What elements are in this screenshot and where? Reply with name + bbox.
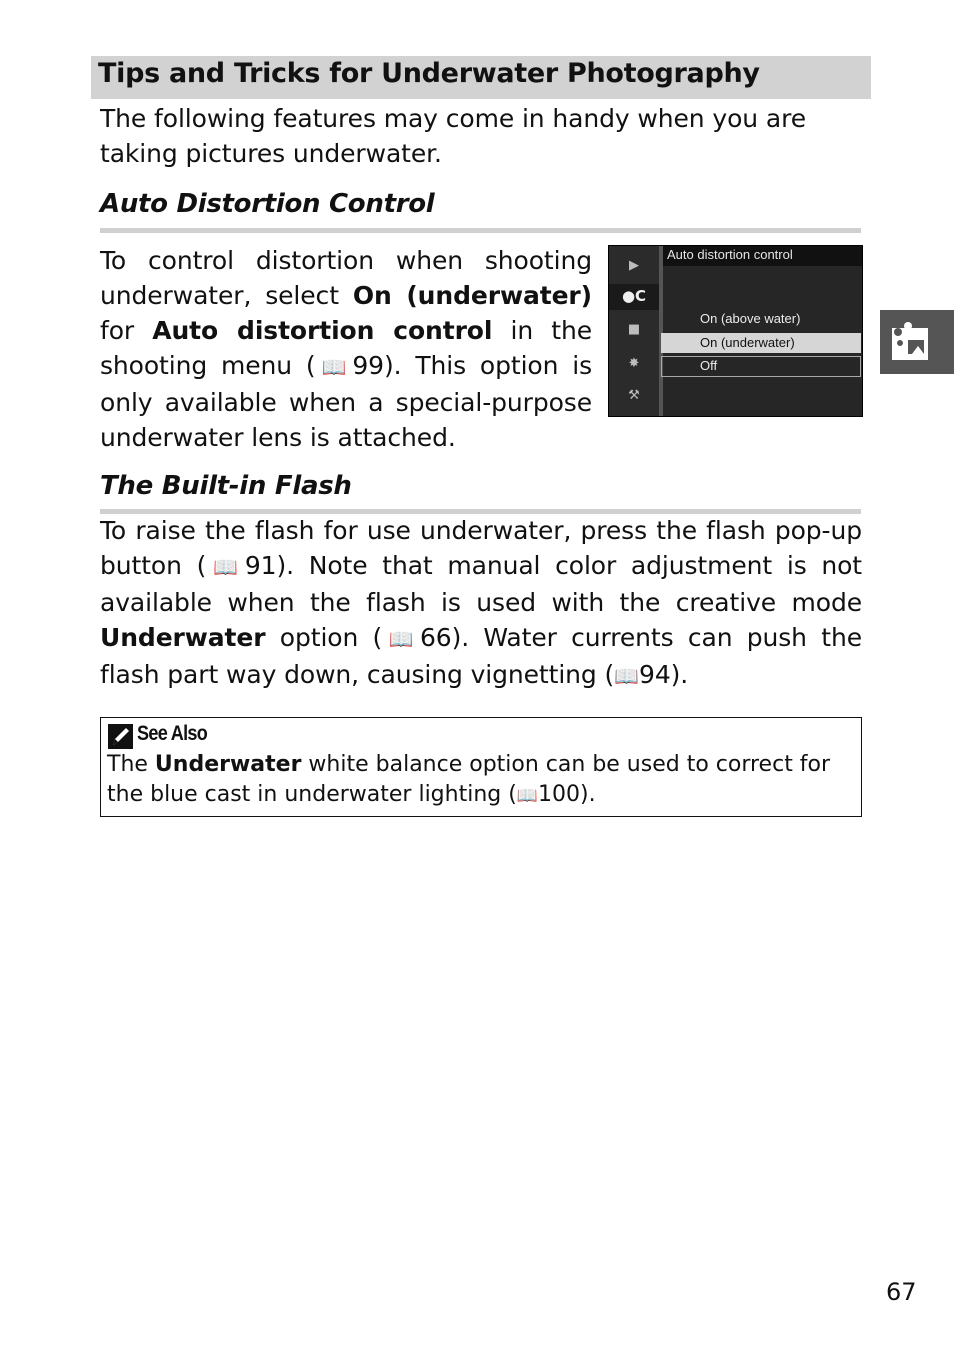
see-also-title: See Also (137, 722, 208, 745)
text-run: ). This option is only available when a special-purpose underwater lens is attached. (100, 351, 592, 452)
book-reference-icon: 📖 (516, 786, 538, 806)
text-run: ). (670, 660, 689, 689)
chapter-side-tab (880, 310, 954, 374)
bold-term: On (underwater) (352, 281, 592, 310)
section-rule (100, 228, 861, 233)
page-ref: 99 (352, 351, 384, 380)
page-ref: 94 (639, 660, 671, 689)
image-processing-icon: ✸ (628, 356, 640, 371)
shooting-menu-icon: ●C (621, 287, 647, 305)
bold-term: Auto distortion control (152, 316, 493, 345)
playback-icon: ▶ (629, 258, 639, 273)
camera-menu-screenshot (608, 245, 863, 417)
page-ref: 66 (419, 623, 452, 652)
section-heading-built-in-flash: The Built-in Flash (100, 471, 352, 501)
see-also-text (107, 750, 857, 811)
text-run: ). (580, 782, 596, 807)
bold-term: Underwater (154, 752, 302, 777)
menu-panel (663, 246, 862, 416)
option-off[interactable]: Off (700, 358, 718, 373)
text-run: The (107, 752, 155, 777)
text-run: in the shooting menu ( (100, 316, 592, 380)
title-bar (91, 56, 871, 99)
text-run: To control distortion when shooting underwater, select (100, 246, 592, 310)
book-reference-icon: 📖 (614, 664, 640, 688)
section-heading-auto-distortion: Auto Distortion Control (100, 189, 435, 219)
built-in-flash-paragraph (100, 513, 862, 694)
page-ref: 91 (244, 551, 277, 580)
scene-mode-tab-icon (880, 310, 954, 374)
text-run: for (100, 316, 153, 345)
text-run: To raise the flash for use underwater, press the flash pop-up button ( (100, 516, 862, 580)
bold-term: Underwater (100, 623, 266, 652)
see-also-box (100, 717, 862, 817)
book-reference-icon: 📖 (206, 555, 245, 579)
book-reference-icon: 📖 (382, 627, 420, 651)
intro-paragraph: The following features may come in handy when you are taking pictures underwater. (100, 104, 806, 168)
book-reference-icon: 📖 (315, 355, 353, 379)
text-run: ). Water currents can push the flash part way down, causing vignetting ( (100, 623, 862, 689)
pencil-icon (108, 724, 133, 749)
page-title: Tips and Tricks for Underwater Photography (98, 58, 760, 89)
text-run: ). Note that manual color adjustment is not available when the flash is used with the creative mode (100, 551, 863, 617)
text-run: option ( (265, 623, 383, 652)
setup-wrench-icon: ⚒ (628, 388, 640, 403)
menu-title: Auto distortion control (667, 247, 793, 262)
text-run: white balance option can be used to correct for the blue cast in underwater lighting ( (107, 752, 831, 807)
option-off-outline (661, 356, 861, 377)
page-number: 67 (886, 1278, 917, 1306)
auto-distortion-paragraph (100, 243, 592, 455)
option-underwater[interactable]: On (underwater) (700, 335, 795, 350)
page-ref: 100 (538, 782, 580, 807)
movie-icon: ■ (627, 322, 641, 337)
option-above-water[interactable]: On (above water) (700, 311, 801, 326)
